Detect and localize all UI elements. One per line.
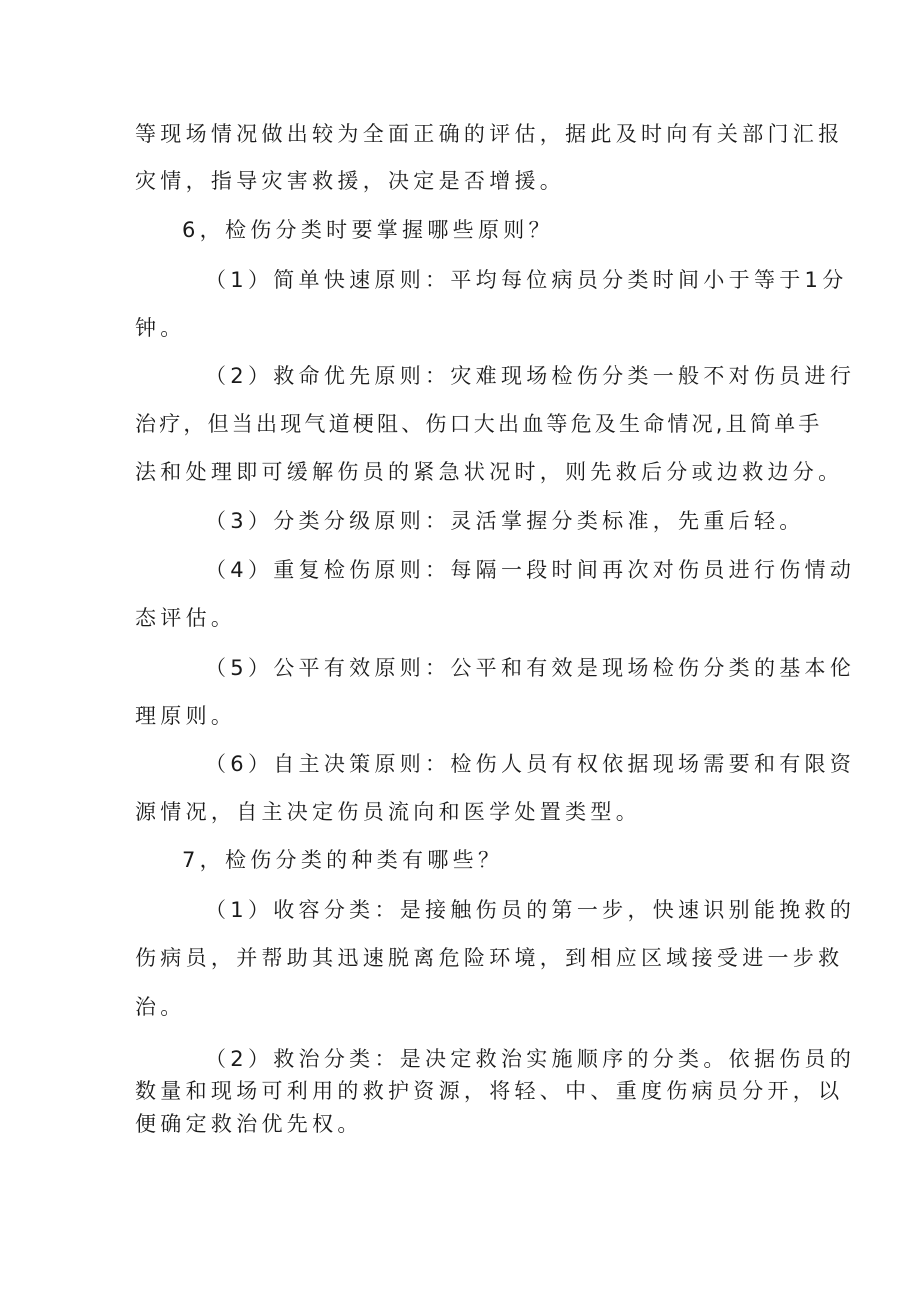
section-heading: 7，检伤分类的种类有哪些？ [182, 848, 504, 872]
list-item-text: （1）简单快速原则：平均每位病员分类时间小于等于1分 [205, 268, 848, 292]
list-item-text: （4）重复检伤原则：每隔一段时间再次对伤员进行伤情动 [205, 558, 856, 582]
list-item-text: （2）救治分类：是决定救治实施顺序的分类。依据伤员的 [205, 1047, 856, 1071]
text-line: 钟。 [135, 316, 186, 340]
text-line: 法和处理即可缓解伤员的紧急状况时，则先救后分或边救边分。 [135, 460, 844, 484]
list-item-text: （5）公平有效原则：公平和有效是现场检伤分类的基本伦 [205, 656, 856, 680]
text-line: 等现场情况做出较为全面正确的评估，据此及时向有关部门汇报 [135, 122, 844, 146]
text-line: 态评估。 [135, 606, 237, 630]
text-line: 治疗，但当出现气道梗阻、伤口大出血等危及生命情况,且简单手 [135, 412, 823, 436]
section-heading: 6，检伤分类时要掌握哪些原则？ [182, 218, 554, 242]
text-line: 源情况，自主决定伤员流向和医学处置类型。 [135, 800, 641, 824]
text-line: 治。 [135, 995, 186, 1019]
list-item-text: （6）自主决策原则：检伤人员有权依据现场需要和有限资 [205, 752, 856, 776]
list-item-text: （1）收容分类：是接触伤员的第一步，快速识别能挽救的 [205, 898, 856, 922]
text-line: 灾情，指导灾害救援，决定是否增援。 [135, 169, 566, 193]
text-line: 理原则。 [135, 704, 237, 728]
list-item-text: （3）分类分级原则：灵活掌握分类标准，先重后轻。 [205, 509, 805, 533]
text-line: 数量和现场可利用的救护资源，将轻、中、重度伤病员分开，以 [135, 1079, 844, 1103]
list-item-text: （2）救命优先原则：灾难现场检伤分类一般不对伤员进行 [205, 364, 856, 388]
text-line: 便确定救治优先权。 [135, 1112, 363, 1136]
text-line: 伤病员，并帮助其迅速脱离危险环境，到相应区域接受进一步救 [135, 946, 844, 970]
